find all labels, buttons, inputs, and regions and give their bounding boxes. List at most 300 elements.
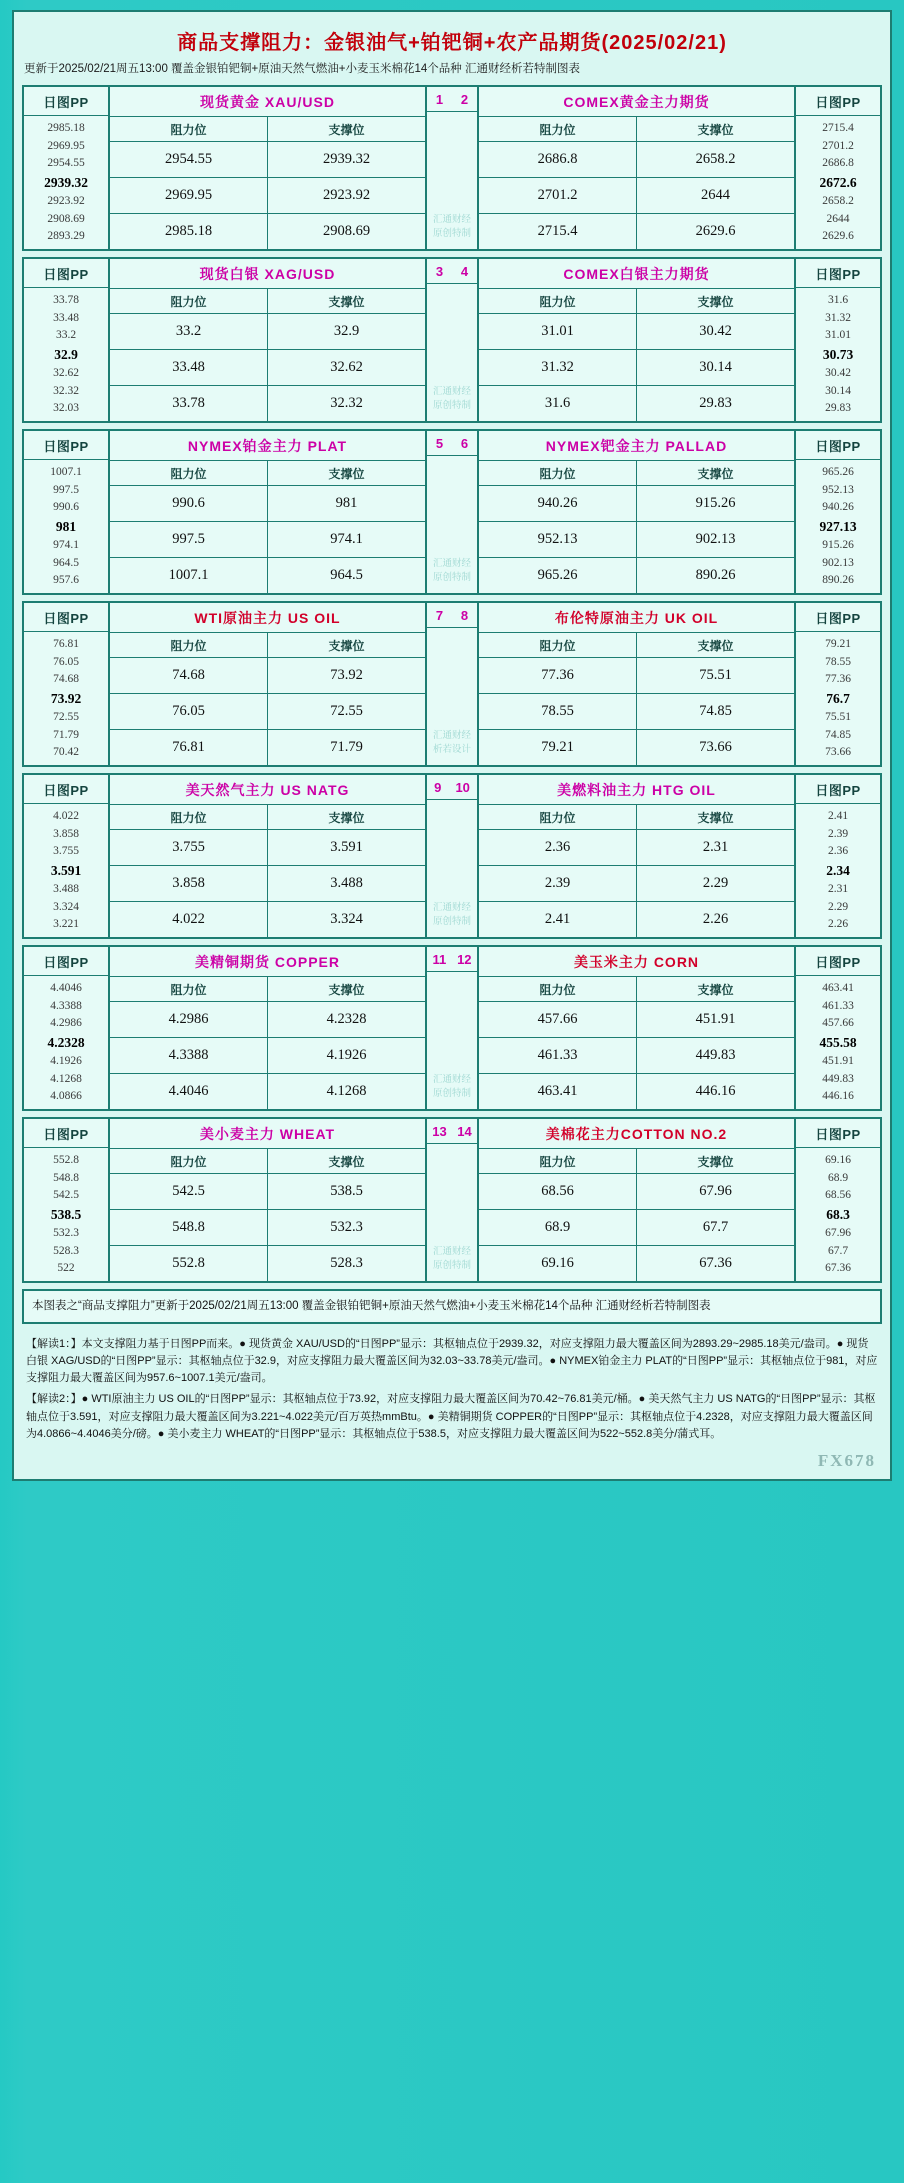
support-cell: 72.55: [268, 694, 426, 730]
level-value: 67.36: [825, 1261, 851, 1274]
watermark-line: 汇通财经: [432, 213, 471, 225]
table-row: [479, 386, 794, 422]
resistance-header: 阻力位: [479, 1149, 637, 1174]
index-column: [425, 775, 479, 937]
pivot-value: 4.2328: [47, 1034, 85, 1050]
instrument-name: 现货黄金 XAU/USD: [110, 87, 425, 117]
resistance-header: 阻力位: [110, 289, 268, 314]
levels-table: [479, 1149, 794, 1281]
table-row: [479, 1246, 794, 1282]
support-header: 支撑位: [268, 977, 426, 1002]
pivot-value: 30.73: [822, 346, 854, 362]
index-column: [425, 947, 479, 1109]
level-value: 915.26: [822, 539, 854, 552]
level-value: 449.83: [822, 1072, 854, 1085]
level-value: 3.221: [53, 917, 79, 930]
instrument-block: [22, 429, 882, 595]
level-value: 68.56: [825, 1189, 851, 1202]
index-column: [425, 259, 479, 421]
resistance-cell: 78.55: [479, 694, 637, 730]
resistance-cell: 3.755: [110, 830, 268, 866]
level-value: 1007.1: [50, 466, 82, 479]
pivot-value: 73.92: [50, 690, 82, 706]
resistance-header: 阻力位: [110, 461, 268, 486]
index-number: 11: [432, 952, 447, 968]
levels-table: [110, 977, 425, 1109]
resistance-header: 阻力位: [110, 805, 268, 830]
table-row: [110, 1002, 425, 1038]
level-value: 3.755: [53, 845, 79, 858]
level-list: [24, 116, 108, 249]
level-value: 952.13: [822, 483, 854, 496]
support-cell: 528.3: [330, 1255, 363, 1272]
level-value: 451.91: [822, 1055, 854, 1068]
pivot-levels-left: [24, 775, 110, 937]
instrument-name: NYMEX铂金主力 PLAT: [110, 431, 425, 461]
level-value: 532.3: [53, 1227, 79, 1240]
level-value: 2686.8: [822, 157, 854, 170]
instrument-panel: [110, 603, 425, 765]
levels-table: [110, 117, 425, 249]
table-row: [479, 1210, 794, 1246]
instrument-panel: [479, 947, 794, 1109]
levels-table: [110, 1149, 425, 1281]
level-value: 74.68: [53, 673, 79, 686]
level-value: 74.85: [825, 728, 851, 741]
resistance-cell: 31.32: [479, 350, 637, 386]
resistance-cell: 2985.18: [110, 214, 268, 250]
legend-paragraph-2: 【解读2：】● WTI原油主力 US OIL的“日图PP”显示：其枢轴点位于73.92，对应支撑阻力最大覆盖区间为70.42~76.81美元/桶。● 美天然气主力 US NATG的“日图PP”显示：其枢轴点位于3.591，对应支撑阻力最大覆盖区间为3.221~4.022美元/百万英热mmBtu。● 美精铜期货 COPPER的“日图PP”显示：其枢轴点位于4.2328，对应支撑阻力最大覆盖区间为4.0866~4.4046美分/磅。● 美小麦主力 WHEAT的“日图PP”显示：其枢轴点位于538.5，对应支撑阻力最大覆盖区间为522~552.8美分/蒲式耳。: [26, 1393, 876, 1440]
levels-table: [479, 117, 794, 249]
pp-header: 日图PP: [796, 259, 880, 288]
table-row: [110, 1210, 425, 1246]
support-header: 支撑位: [637, 805, 795, 830]
level-value: 4.4046: [50, 982, 82, 995]
support-cell: 32.32: [330, 395, 363, 412]
resistance-cell: 4.022: [110, 902, 268, 938]
table-row: [479, 142, 794, 178]
pp-header: 日图PP: [796, 431, 880, 460]
instrument-block: [22, 773, 882, 939]
instrument-name: COMEX白银主力期货: [479, 259, 794, 289]
level-value: 957.6: [53, 573, 79, 586]
level-list: [796, 804, 880, 937]
table-row: [110, 1074, 425, 1110]
resistance-cell: 33.78: [110, 386, 268, 422]
instrument-name: 美棉花主力COTTON NO.2: [479, 1119, 794, 1149]
resistance-cell: 4.4046: [110, 1074, 268, 1110]
level-list: [796, 288, 880, 421]
pivot-value: 3.591: [50, 862, 82, 878]
support-cell: 67.96: [637, 1174, 795, 1210]
support-cell: 4.2328: [268, 1002, 426, 1038]
support-cell: 890.26: [695, 567, 736, 584]
support-header: 支撑位: [268, 633, 426, 658]
watermark-line: 汇通财经: [432, 385, 471, 397]
level-value: 2954.55: [47, 157, 85, 170]
support-cell: 2629.6: [695, 223, 736, 240]
level-value: 990.6: [53, 501, 79, 514]
level-value: 542.5: [53, 1189, 79, 1202]
support-header: 支撑位: [637, 633, 795, 658]
resistance-cell: 990.6: [110, 486, 268, 522]
table-row: [479, 1174, 794, 1210]
page-subtitle: 更新于2025/02/21周五13:00 覆盖金银铂钯铜+原油天然气燃油+小麦玉米棉花14个品种 汇通财经析若特制图表: [24, 63, 580, 75]
pivot-levels-right: [794, 1119, 880, 1281]
resistance-cell: 965.26: [479, 558, 637, 594]
instrument-name: COMEX黄金主力期货: [479, 87, 794, 117]
support-cell: 2658.2: [637, 142, 795, 178]
resistance-cell: 31.6: [479, 386, 637, 422]
level-value: 997.5: [53, 483, 79, 496]
resistance-cell: 2701.2: [479, 178, 637, 214]
instrument-panel: [110, 775, 425, 937]
level-value: 2.31: [827, 883, 849, 896]
level-value: 522: [57, 1261, 75, 1274]
resistance-cell: 2954.55: [110, 142, 268, 178]
levels-table: [479, 289, 794, 421]
support-cell: 2.29: [637, 866, 795, 902]
pp-header: 日图PP: [796, 1119, 880, 1148]
pivot-levels-left: [24, 947, 110, 1109]
instrument-panel: [479, 87, 794, 249]
watermark: [433, 456, 471, 593]
page-title: 商品支撑阻力：金银油气+铂钯铜+农产品期货(2025/02/21): [177, 32, 727, 54]
level-list: [24, 976, 108, 1109]
level-list: [24, 632, 108, 765]
level-list: [796, 460, 880, 593]
support-cell: 981: [268, 486, 426, 522]
instrument-block: [22, 601, 882, 767]
level-value: 4.3388: [50, 999, 82, 1012]
index-column: [425, 431, 479, 593]
pivot-levels-right: [794, 947, 880, 1109]
level-value: 446.16: [822, 1089, 854, 1102]
support-cell: 3.324: [330, 911, 363, 928]
resistance-cell: 68.56: [479, 1174, 637, 1210]
index-number: 4: [460, 264, 469, 280]
instrument-name: 现货白银 XAG/USD: [110, 259, 425, 289]
pp-header: 日图PP: [24, 1119, 108, 1148]
level-value: 78.55: [825, 655, 851, 668]
instrument-name: 美天然气主力 US NATG: [110, 775, 425, 805]
instrument-panel: [479, 603, 794, 765]
legend: [22, 1330, 882, 1450]
support-header: 支撑位: [637, 289, 795, 314]
levels-table: [110, 461, 425, 593]
instrument-block: [22, 945, 882, 1111]
level-value: 32.32: [53, 384, 79, 397]
support-cell: 30.42: [637, 314, 795, 350]
index-number: 8: [460, 608, 469, 624]
table-row: [479, 730, 794, 766]
level-value: 2.29: [827, 900, 849, 913]
table-row: [110, 730, 425, 766]
resistance-cell: 463.41: [479, 1074, 637, 1110]
resistance-cell: 940.26: [479, 486, 637, 522]
resistance-cell: 77.36: [479, 658, 637, 694]
level-list: [24, 460, 108, 593]
watermark-line: 原创特制: [432, 571, 471, 583]
resistance-cell: 457.66: [479, 1002, 637, 1038]
pp-header: 日图PP: [796, 947, 880, 976]
resistance-cell: 4.2986: [110, 1002, 268, 1038]
resistance-cell: 76.81: [110, 730, 268, 766]
instrument-panel: [479, 1119, 794, 1281]
table-row: [110, 386, 425, 422]
index-numbers: [427, 603, 477, 628]
level-value: 461.33: [822, 999, 854, 1012]
resistance-cell: 2715.4: [479, 214, 637, 250]
support-cell: 446.16: [695, 1083, 736, 1100]
index-number: 13: [432, 1124, 447, 1140]
level-list: [796, 632, 880, 765]
index-number: 12: [457, 952, 472, 968]
support-header: 支撑位: [637, 461, 795, 486]
pivot-value: 76.7: [826, 690, 850, 706]
level-value: 2629.6: [822, 229, 854, 242]
level-value: 528.3: [53, 1244, 79, 1257]
support-cell: 32.9: [268, 314, 426, 350]
index-numbers: [427, 259, 477, 284]
level-value: 76.81: [53, 638, 79, 651]
level-value: 940.26: [822, 501, 854, 514]
level-value: 2908.69: [47, 212, 85, 225]
watermark-line: 原创特制: [432, 1087, 471, 1099]
level-value: 2923.92: [47, 195, 85, 208]
resistance-header: 阻力位: [479, 289, 637, 314]
resistance-cell: 79.21: [479, 730, 637, 766]
level-value: 72.55: [53, 711, 79, 724]
pivot-value: 455.58: [819, 1034, 857, 1050]
instrument-name: 美燃料油主力 HTG OIL: [479, 775, 794, 805]
resistance-cell: 552.8: [110, 1246, 268, 1282]
watermark-line: 汇通财经: [432, 557, 471, 569]
watermark-line: 汇通财经: [432, 901, 471, 913]
index-column: [425, 603, 479, 765]
table-row: [110, 830, 425, 866]
level-value: 31.01: [825, 329, 851, 342]
pp-header: 日图PP: [24, 431, 108, 460]
resistance-header: 阻力位: [110, 117, 268, 142]
level-value: 4.2986: [50, 1017, 82, 1030]
table-row: [110, 178, 425, 214]
watermark-line: 析若设计: [432, 743, 471, 755]
pivot-levels-right: [794, 431, 880, 593]
pivot-levels-right: [794, 259, 880, 421]
support-cell: 73.66: [699, 739, 732, 756]
resistance-cell: 2.41: [479, 902, 637, 938]
instrument-panel: [479, 775, 794, 937]
levels-table: [479, 805, 794, 937]
resistance-cell: 461.33: [479, 1038, 637, 1074]
table-row: [110, 902, 425, 938]
level-value: 30.14: [825, 384, 851, 397]
table-row: [479, 1038, 794, 1074]
support-cell: 2923.92: [268, 178, 426, 214]
watermark: [433, 284, 471, 421]
levels-table: [479, 977, 794, 1109]
levels-table: [110, 633, 425, 765]
support-cell: 4.1268: [326, 1083, 367, 1100]
index-number: 10: [455, 780, 470, 796]
index-numbers: [427, 87, 477, 112]
table-row: [479, 1002, 794, 1038]
level-value: 2893.29: [47, 229, 85, 242]
instrument-name: 布伦特原油主力 UK OIL: [479, 603, 794, 633]
level-value: 29.83: [825, 401, 851, 414]
level-value: 2644: [826, 212, 850, 225]
level-value: 902.13: [822, 556, 854, 569]
support-cell: 71.79: [330, 739, 363, 756]
pivot-levels-left: [24, 259, 110, 421]
support-cell: 902.13: [637, 522, 795, 558]
resistance-cell: 2969.95: [110, 178, 268, 214]
watermark-line: 汇通财经: [432, 729, 471, 741]
resistance-header: 阻力位: [479, 633, 637, 658]
instrument-panel: [479, 259, 794, 421]
level-value: 2.36: [827, 845, 849, 858]
instrument-block: [22, 257, 882, 423]
watermark-line: 汇通财经: [432, 1245, 471, 1257]
level-value: 32.03: [53, 401, 79, 414]
index-number: 9: [434, 780, 442, 796]
index-numbers: [427, 1119, 477, 1144]
pivot-levels-right: [794, 87, 880, 249]
support-cell: 538.5: [268, 1174, 426, 1210]
level-value: 463.41: [822, 982, 854, 995]
table-row: [479, 1074, 794, 1110]
instrument-name: 美精铜期货 COPPER: [110, 947, 425, 977]
watermark-line: 原创特制: [432, 227, 471, 239]
resistance-header: 阻力位: [110, 633, 268, 658]
support-cell: 2644: [637, 178, 795, 214]
index-numbers: [427, 775, 477, 800]
support-cell: 67.36: [699, 1255, 732, 1272]
index-number: 1: [435, 92, 444, 108]
level-value: 33.48: [53, 311, 79, 324]
level-value: 3.324: [53, 900, 79, 913]
resistance-header: 阻力位: [110, 977, 268, 1002]
pp-header: 日图PP: [796, 603, 880, 632]
support-cell: 974.1: [268, 522, 426, 558]
level-value: 69.16: [825, 1154, 851, 1167]
level-value: 31.6: [827, 294, 849, 307]
support-cell: 964.5: [330, 567, 363, 584]
watermark-line: 原创特制: [432, 399, 471, 411]
support-cell: 75.51: [637, 658, 795, 694]
support-cell: 532.3: [268, 1210, 426, 1246]
level-value: 32.62: [53, 367, 79, 380]
support-header: 支撑位: [637, 977, 795, 1002]
level-list: [796, 1148, 880, 1281]
watermark-line: 原创特制: [432, 915, 471, 927]
level-value: 30.42: [825, 367, 851, 380]
instrument-name: 美小麦主力 WHEAT: [110, 1119, 425, 1149]
index-number: 7: [435, 608, 444, 624]
resistance-cell: 997.5: [110, 522, 268, 558]
level-value: 2.41: [827, 810, 849, 823]
levels-table: [479, 461, 794, 593]
resistance-cell: 1007.1: [110, 558, 268, 594]
table-row: [479, 658, 794, 694]
pp-header: 日图PP: [24, 259, 108, 288]
resistance-cell: 2.36: [479, 830, 637, 866]
support-header: 支撑位: [268, 289, 426, 314]
watermark: [433, 800, 471, 937]
index-column: [425, 87, 479, 249]
level-list: [796, 976, 880, 1109]
level-value: 4.1926: [50, 1055, 82, 1068]
resistance-cell: 33.48: [110, 350, 268, 386]
table-row: [110, 558, 425, 594]
table-row: [110, 1246, 425, 1282]
level-list: [24, 288, 108, 421]
pp-header: 日图PP: [24, 775, 108, 804]
instrument-name: WTI原油主力 US OIL: [110, 603, 425, 633]
level-value: 4.022: [53, 810, 79, 823]
index-number: 2: [460, 92, 469, 108]
support-header: 支撑位: [637, 117, 795, 142]
table-row: [110, 1174, 425, 1210]
level-value: 76.05: [53, 655, 79, 668]
index-number: 5: [435, 436, 444, 452]
table-row: [479, 522, 794, 558]
pivot-levels-right: [794, 775, 880, 937]
level-value: 3.488: [53, 883, 79, 896]
table-row: [110, 350, 425, 386]
level-value: 67.96: [825, 1227, 851, 1240]
pivot-levels-left: [24, 603, 110, 765]
level-list: [24, 1148, 108, 1281]
level-value: 890.26: [822, 573, 854, 586]
table-row: [110, 694, 425, 730]
support-cell: 73.92: [268, 658, 426, 694]
instrument-panel: [110, 1119, 425, 1281]
level-value: 548.8: [53, 1171, 79, 1184]
pivot-value: 927.13: [819, 518, 857, 534]
support-cell: 4.1926: [268, 1038, 426, 1074]
level-value: 71.79: [53, 728, 79, 741]
resistance-cell: 548.8: [110, 1210, 268, 1246]
resistance-cell: 2.39: [479, 866, 637, 902]
resistance-cell: 68.9: [479, 1210, 637, 1246]
support-header: 支撑位: [268, 461, 426, 486]
level-value: 2701.2: [822, 139, 854, 152]
pivot-value: 2.34: [826, 862, 850, 878]
table-row: [110, 1038, 425, 1074]
resistance-cell: 33.2: [110, 314, 268, 350]
resistance-cell: 76.05: [110, 694, 268, 730]
legend-paragraph-1: 【解读1：】本文支撑阻力基于日图PP而来。● 现货黄金 XAU/USD的“日图PP”显示：其枢轴点位于2939.32，对应支撑阻力最大覆盖区间为2893.29~2985.18美元/盎司。● 现货白银 XAG/USD的“日图PP”显示：其枢轴点位于32.9，对应支撑阻力最大覆盖区间为32.03~33.78美元/盎司。● NYMEX铂金主力 PLAT的“日图PP”显示：其枢轴点位于981，对应支撑阻力最大覆盖区间为957.6~1007.1美元/盎司。: [26, 1338, 878, 1385]
instrument-panel: [479, 431, 794, 593]
table-row: [110, 142, 425, 178]
pivot-value: 2672.6: [819, 174, 857, 190]
resistance-header: 阻力位: [479, 117, 637, 142]
support-cell: 451.91: [637, 1002, 795, 1038]
table-row: [479, 214, 794, 250]
table-row: [110, 522, 425, 558]
level-value: 964.5: [53, 556, 79, 569]
table-row: [479, 178, 794, 214]
instrument-panel: [110, 947, 425, 1109]
level-value: 67.7: [827, 1244, 849, 1257]
resistance-cell: 2686.8: [479, 142, 637, 178]
support-cell: 2908.69: [322, 223, 371, 240]
levels-table: [110, 289, 425, 421]
pp-header: 日图PP: [24, 603, 108, 632]
level-value: 4.1268: [50, 1072, 82, 1085]
